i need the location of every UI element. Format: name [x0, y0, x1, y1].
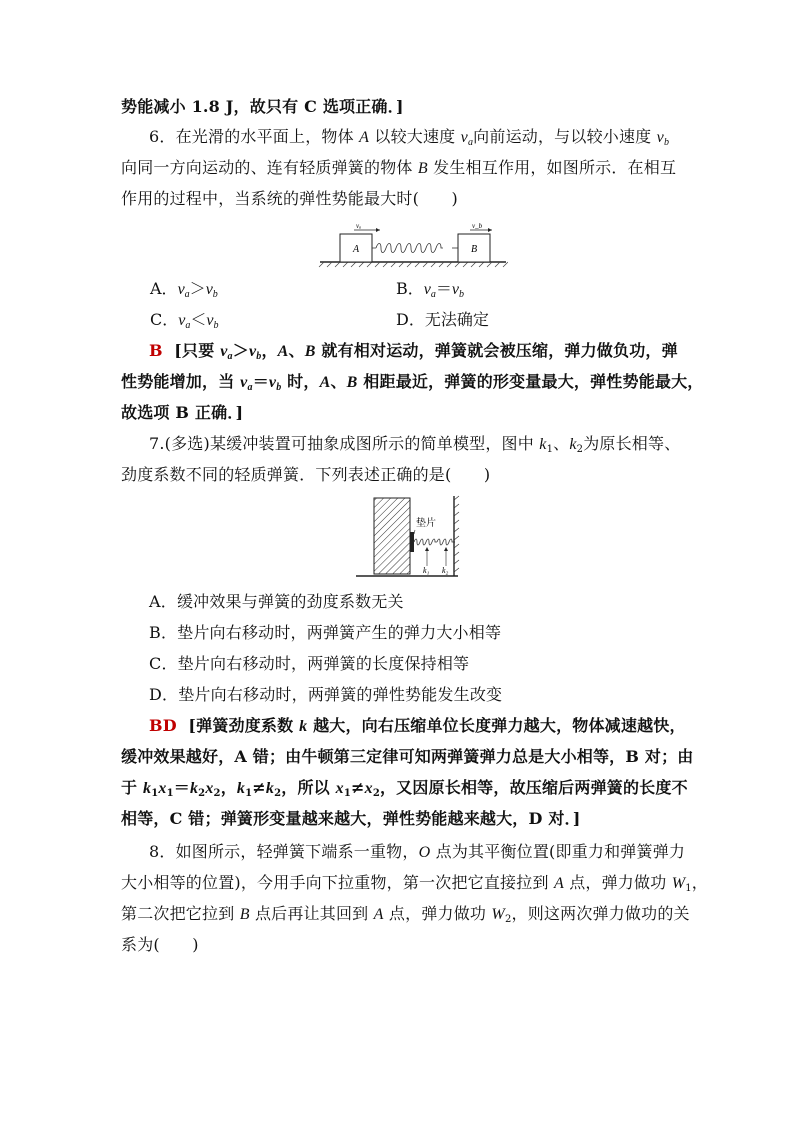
q6-option-a: A．$v_a>v_b$ — [150, 279, 218, 300]
q7-option-b: B．垫片向右移动时，两弹簧产生的弹力大小相等 — [149, 623, 502, 642]
answer-badge: B — [149, 341, 163, 360]
va-label: vₐ — [356, 222, 362, 230]
k1-label: k₁ — [423, 566, 430, 575]
a7-line-1: BD [弹簧劲度系数 k 越大，向右压缩单位长度弹力越大，物体减速越快， — [149, 716, 686, 735]
a7-line-2: 缓冲效果越好，A 错；由牛顿第三定律可知两弹簧弹力总是大小相等，B 对；由 — [121, 747, 694, 766]
vb-label: v_b — [472, 222, 483, 230]
q6-option-d: D．无法确定 — [396, 310, 489, 329]
q7-line-1: 7.(多选)某缓冲装置可抽象成图所示的简单模型，图中 $k_1$、$k_2$为原长相等、 — [149, 434, 681, 455]
q8-line-3: 第二次把它拉到 B 点后再让其回到 A 点，弹力做功 $W_2$，则这两次弹力做功的关 — [121, 904, 690, 925]
spring-k1 — [414, 539, 437, 545]
mass-block — [374, 498, 410, 574]
a7-line-3: 于 $k_1x_1=k_2x_2$，$k_1\ne k_2$，所以 $x_1\ne x_2$，又因原长相等，故压缩后两弹簧的长度不 — [121, 778, 688, 799]
block-b-label: B — [470, 244, 478, 255]
q6-line-1: 6．在光滑的水平面上，物体 A 以较大速度 $v_a$向前运动，与以较小速度 $v_b$ — [149, 127, 670, 148]
pad-label: 垫片 — [416, 518, 436, 529]
k2-label: k₂ — [442, 566, 449, 575]
q6-option-c: C．$v_a<v_b$ — [150, 310, 219, 331]
block-a-label: A — [352, 244, 360, 255]
q8-line-4: 系为( ) — [121, 935, 199, 954]
q6-option-b: B．$v_a=v_b$ — [396, 279, 464, 300]
q7-option-d: D．垫片向右移动时，两弹簧的弹性势能发生改变 — [149, 685, 503, 704]
a7-line-4: 相等，C 错；弹簧形变量越来越大，弹性势能越来越大，D 对．] — [121, 809, 581, 828]
spring-k2 — [437, 539, 455, 545]
a6-line-1: B [只要 $v_a>v_b$，A、B 就有相对运动，弹簧就会被压缩，弹力做负功，弹 — [149, 341, 678, 362]
spring — [372, 244, 443, 253]
answer-badge: BD — [149, 716, 177, 735]
q7-option-c: C．垫片向右移动时，两弹簧的长度保持相等 — [149, 654, 470, 673]
a6-line-3: 故选项 B 正确．] — [121, 403, 244, 422]
a6-line-2: 性势能增加，当 $v_a=v_b$ 时，A、B 相距最近，弹簧的形变量最大，弹性势能最大， — [121, 372, 704, 393]
q8-line-1: 8．如图所示，轻弹簧下端系一重物，O 点为其平衡位置(即重力和弹簧弹力 — [149, 842, 686, 861]
q7-option-a: A．缓冲效果与弹簧的劲度系数无关 — [149, 592, 404, 611]
answer-continuation: 势能减小 1.8 J，故只有 C 选项正确．] — [121, 97, 404, 116]
q6-line-3: 作用的过程中，当系统的弹性势能最大时( ) — [121, 189, 458, 208]
q7-line-2: 劲度系数不同的轻质弹簧．下列表述正确的是( ) — [121, 465, 491, 484]
q6-line-2: 向同一方向运动的、连有轻质弹簧的物体 B 发生相互作用，如图所示．在相互 — [121, 158, 677, 177]
q7-figure — [352, 494, 470, 580]
q8-line-2: 大小相等的位置)，今用手向下拉重物，第一次把它直接拉到 A 点，弹力做功 $W_1$， — [121, 873, 708, 894]
q6-figure — [318, 220, 508, 268]
